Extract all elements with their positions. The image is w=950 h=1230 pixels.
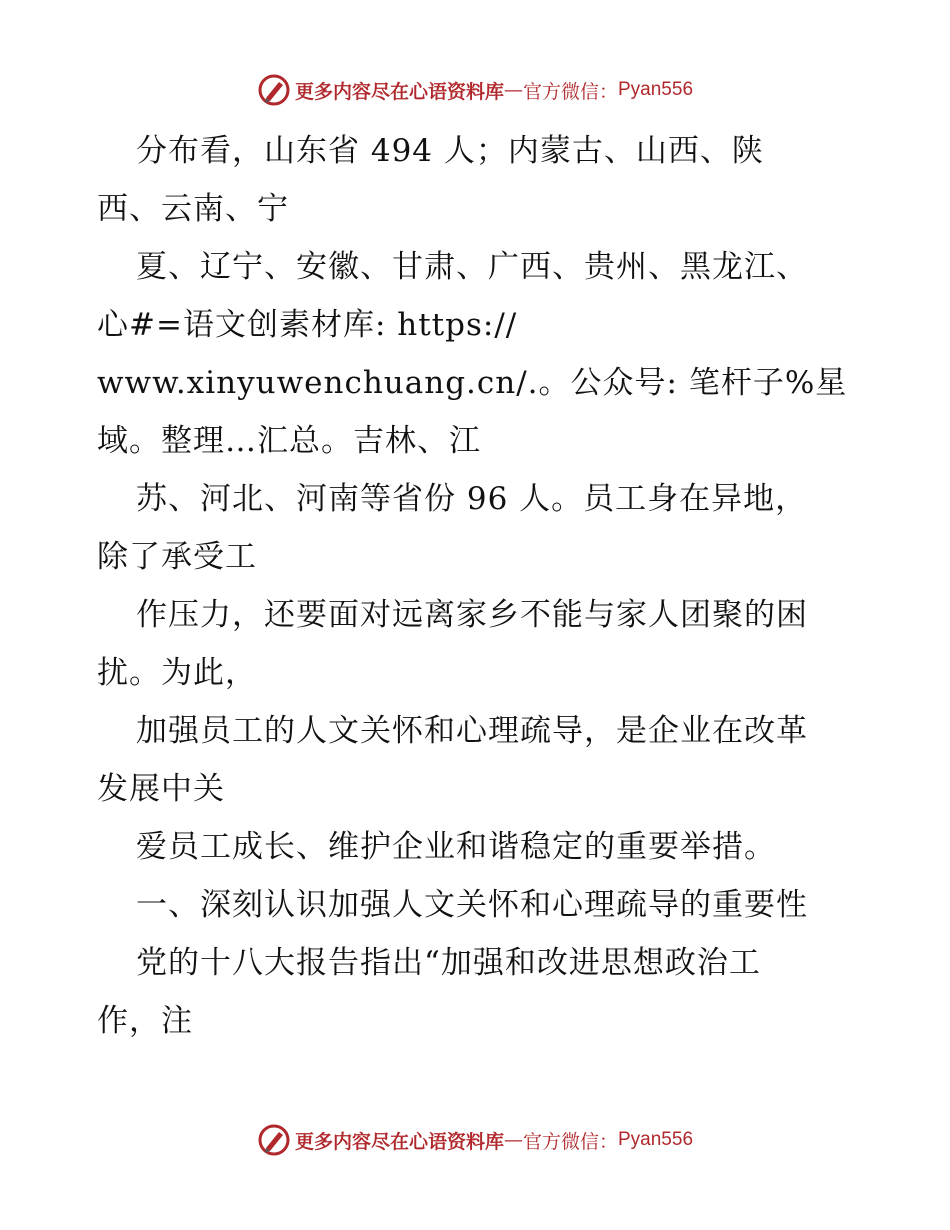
body-line: 西、云南、宁 xyxy=(97,191,289,227)
body-line: 扰。为此， xyxy=(97,655,257,691)
footer-banner xyxy=(0,1120,950,1160)
body-line: 党的十八大报告指出“加强和改进思想政治工 xyxy=(136,945,761,981)
body-line: 夏、辽宁、安徽、甘肃、广西、贵州、黑龙江、 xyxy=(136,249,808,285)
body-line: 作，注 xyxy=(97,1003,193,1039)
document-body xyxy=(97,122,887,1050)
banner-wechat-label: 官方微信： xyxy=(522,80,618,103)
body-line: 域。整理…汇总。吉林、江 xyxy=(97,423,481,459)
body-line: 加强员工的人文关怀和心理疏导，是企业在改革 xyxy=(136,713,808,749)
banner-dash: — xyxy=(503,79,523,101)
body-line: www.xinyuwenchuang.cn/.。公众号: 笔杆子%星 xyxy=(97,365,848,401)
body-line: 爱员工成长、维护企业和谐稳定的重要举措。 xyxy=(136,829,776,865)
banner-title: 更多内容尽在心语资料库 xyxy=(294,80,504,103)
banner-title: 更多内容尽在心语资料库 xyxy=(294,1130,504,1153)
banner-dash: — xyxy=(503,1129,523,1151)
banner-wechat-id: Pyan556 xyxy=(618,1129,694,1150)
pen-logo-icon xyxy=(257,73,291,107)
pen-logo-icon xyxy=(257,1123,291,1157)
section-heading: 一、深刻认识加强人文关怀和心理疏导的重要性 xyxy=(136,887,808,923)
header-banner xyxy=(0,70,950,110)
body-line: 除了承受工 xyxy=(97,539,257,575)
banner-wechat-label: 官方微信： xyxy=(522,1130,618,1153)
body-line: 心#=语文创素材库: https:// xyxy=(97,307,518,343)
body-line: 苏、河北、河南等省份 96 人。员工身在异地， xyxy=(136,481,808,517)
body-line: 分布看，山东省 494 人；内蒙古、山西、陕 xyxy=(136,133,764,169)
body-line: 作压力，还要面对远离家乡不能与家人团聚的困 xyxy=(136,597,808,633)
banner-wechat-id: Pyan556 xyxy=(618,79,694,100)
body-line: 发展中关 xyxy=(97,771,225,807)
